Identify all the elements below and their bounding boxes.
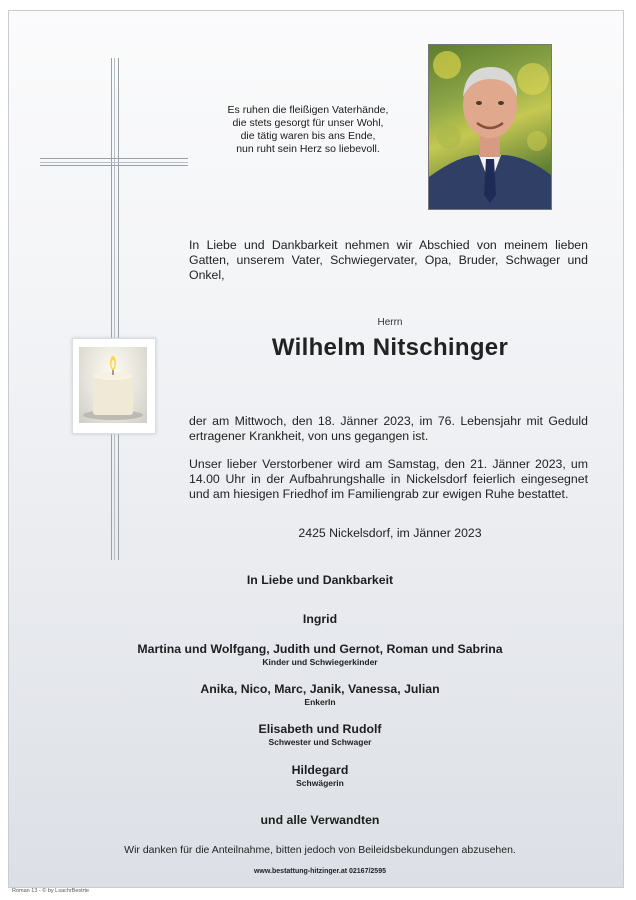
template-code: Roman 13 - © by LsachrBestrte xyxy=(12,888,90,894)
thanks-note: Wir danken für die Anteilnahme, bitten jedoch von Beileidsbekundungen abzusehen. xyxy=(124,844,516,856)
cross-vertical-line xyxy=(114,58,115,560)
place-and-date: 2425 Nickelsdorf, im Jänner 2023 xyxy=(298,526,482,540)
mourner-names: Elisabeth und Rudolf xyxy=(258,722,382,736)
candle-background xyxy=(79,347,147,423)
mourner-names: Ingrid xyxy=(302,612,338,626)
mourner-relation: Kinder und Schwiegerkinder xyxy=(262,657,378,667)
mourner-names: Anika, Nico, Marc, Janik, Vanessa, Julian xyxy=(200,682,440,696)
death-announcement-text: der am Mittwoch, den 18. Jänner 2023, im 76. Lebensjahr mit Geduld ertragener Krankheit, von uns gegangen ist. xyxy=(189,414,588,443)
funeral-details-text: Unser lieber Verstorbener wird am Samstag, den 21. Jänner 2023, um 14.00 Uhr in der Aufbahrungshalle in Nickelsdorf feierlich eingesegnet und am hiesigen Friedhof im Familiengrab zur ewigen Ruhe bestattet. xyxy=(189,457,588,501)
memorial-quote xyxy=(198,104,418,156)
mourners-closing: und alle Verwandten xyxy=(260,813,380,827)
quote-line: die tätig waren bis ans Ende, xyxy=(240,130,376,142)
quote-line: nun ruht sein Herz so liebevoll. xyxy=(236,143,380,155)
cross-horizontal-line xyxy=(40,162,188,163)
quote-line: die stets gesorgt für unser Wohl, xyxy=(232,117,384,129)
mourner-relation: Schwägerin xyxy=(296,778,344,788)
salutation: Herrn xyxy=(377,317,403,328)
mourner-names: Martina und Wolfgang, Judith und Gernot, Roman und Sabrina xyxy=(137,642,503,656)
cross-vertical-bar xyxy=(111,58,119,560)
mourner-relation: EnkerIn xyxy=(304,697,336,707)
candle-image xyxy=(72,338,156,434)
quote-line: Es ruhen die fleißigen Vaterhände, xyxy=(227,104,389,116)
funeral-home-website: www.bestattung-hitzinger.at 02167/2595 xyxy=(253,868,386,875)
mourner-relation: Schwester und Schwager xyxy=(268,737,372,747)
deceased-name: Wilhelm Nitschinger xyxy=(271,334,509,361)
mourner-names: Hildegard xyxy=(291,763,349,777)
portrait-illustration xyxy=(429,45,551,209)
portrait-photo xyxy=(428,44,552,210)
mourners-heading: In Liebe und Dankbarkeit xyxy=(246,573,394,587)
intro-text: In Liebe und Dankbarkeit nehmen wir Abschied von meinem lieben Gatten, unserem Vater, Schwiegervater, Opa, Bruder, Schwager und Onkel, xyxy=(189,238,588,282)
candle-icon xyxy=(79,347,147,423)
